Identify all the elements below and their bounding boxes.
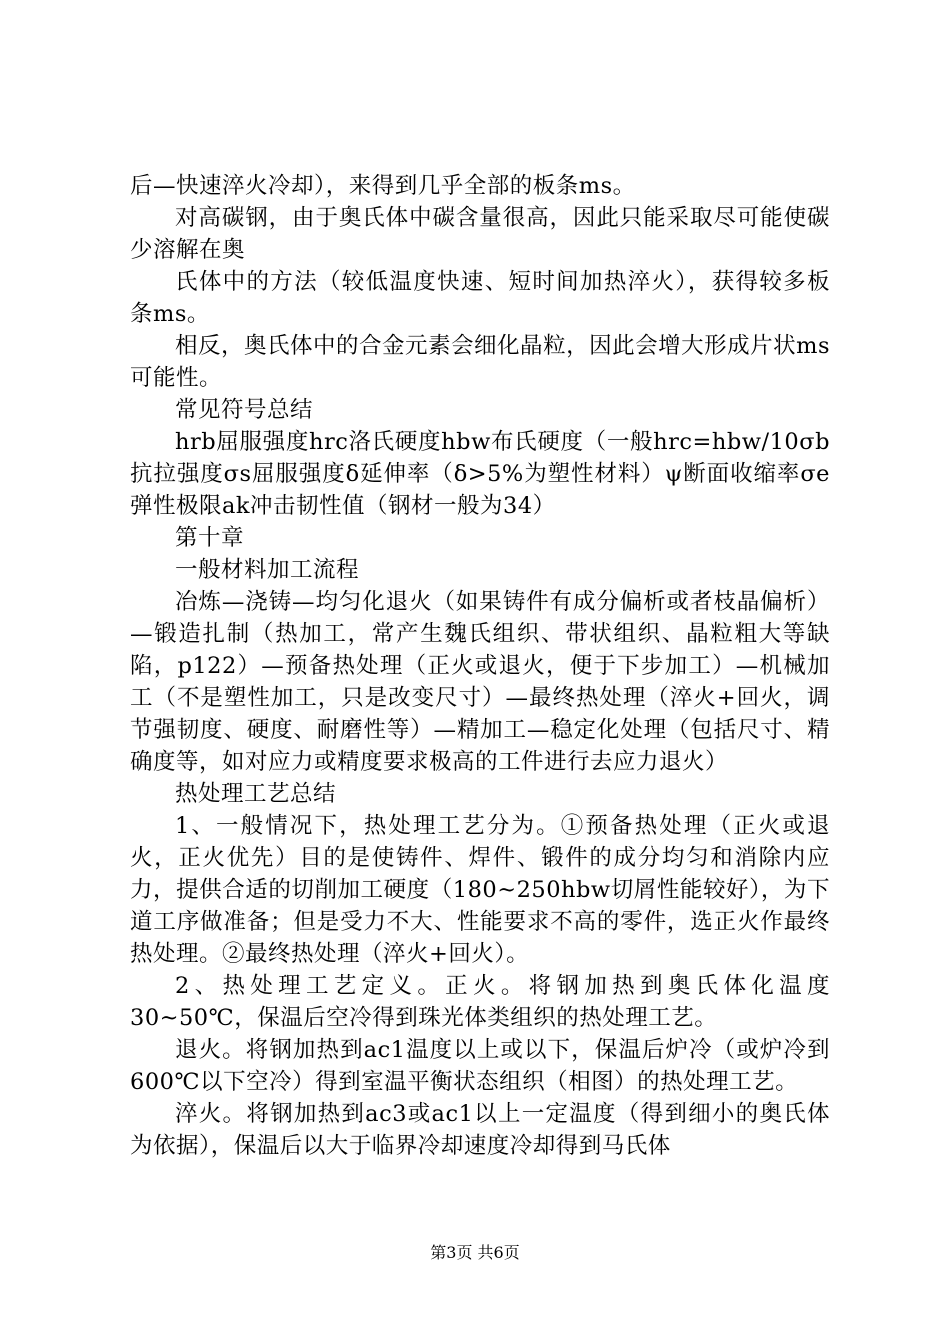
paragraph-quenching: 淬火。将钢加热到ac3或ac1以上一定温度（得到细小的奥氏体为依据），保温后以大于临界冷却速度冷却得到马氏体 (130, 1101, 830, 1159)
section-heading-symbols: 常见符号总结 (175, 397, 314, 423)
paragraph-process: 冶炼—浇铸—均匀化退火（如果铸件有成分偏析或者枝晶偏析）—锻造扎制（热加工，常产生魏氏组织、带状组织、晶粒粗大等缺陷，p122）—预备热处理（正火或退火，便于下步加工）—机械加工（不是塑性加工，只是改变尺寸）—最终热处理（淬火+回火，调节强韧度、硬度、耐磨性等）—精加工—稳定化处理（包括尺寸、精确度等，如对应力或精度要求极高的工件进行去应力退火） (130, 589, 830, 775)
page-footer: 第3页 共6页 (430, 1243, 520, 1262)
section-heading-process: 一般材料加工流程 (175, 557, 360, 583)
paragraph-1: 后—快速淬火冷却），来得到几乎全部的板条ms。 (130, 173, 636, 199)
paragraph-2: 对高碳钢，由于奥氏体中碳含量很高，因此只能采取尽可能使碳少溶解在奥 (130, 205, 830, 263)
paragraph-heat-treatment-1: 1、一般情况下，热处理工艺分为。①预备热处理（正火或退火，正火优先）目的是使铸件、焊件、锻件的成分均匀和消除内应力，提供合适的切削加工硬度（180~250hbw切屑性能较好），为下道工序做准备；但是受力不大、性能要求不高的零件，选正火作最终热处理。②最终热处理（淬火+回火）。 (130, 813, 830, 967)
section-heading-heat-treatment: 热处理工艺总结 (175, 781, 337, 807)
paragraph-heat-treatment-2: 2、热处理工艺定义。正火。将钢加热到奥氏体化温度30~50℃，保温后空冷得到珠光体类组织的热处理工艺。 (130, 973, 830, 1031)
document-body (130, 170, 830, 1162)
paragraph-symbols: hrb屈服强度hrc洛氏硬度hbw布氏硬度（一般hrc=hbw/10σb抗拉强度σs屈服强度δ延伸率（δ>5%为塑性材料）ψ断面收缩率σe弹性极限ak冲击韧性值（钢材一般为34） (130, 429, 830, 519)
paragraph-annealing: 退火。将钢加热到ac1温度以上或以下，保温后炉冷（或炉冷到600℃以下空冷）得到室温平衡状态组织（相图）的热处理工艺。 (130, 1037, 830, 1095)
paragraph-4: 相反，奥氏体中的合金元素会细化晶粒，因此会增大形成片状ms可能性。 (130, 333, 830, 391)
paragraph-3: 氏体中的方法（较低温度快速、短时间加热淬火），获得较多板条ms。 (130, 269, 830, 327)
chapter-heading: 第十章 (175, 525, 245, 551)
